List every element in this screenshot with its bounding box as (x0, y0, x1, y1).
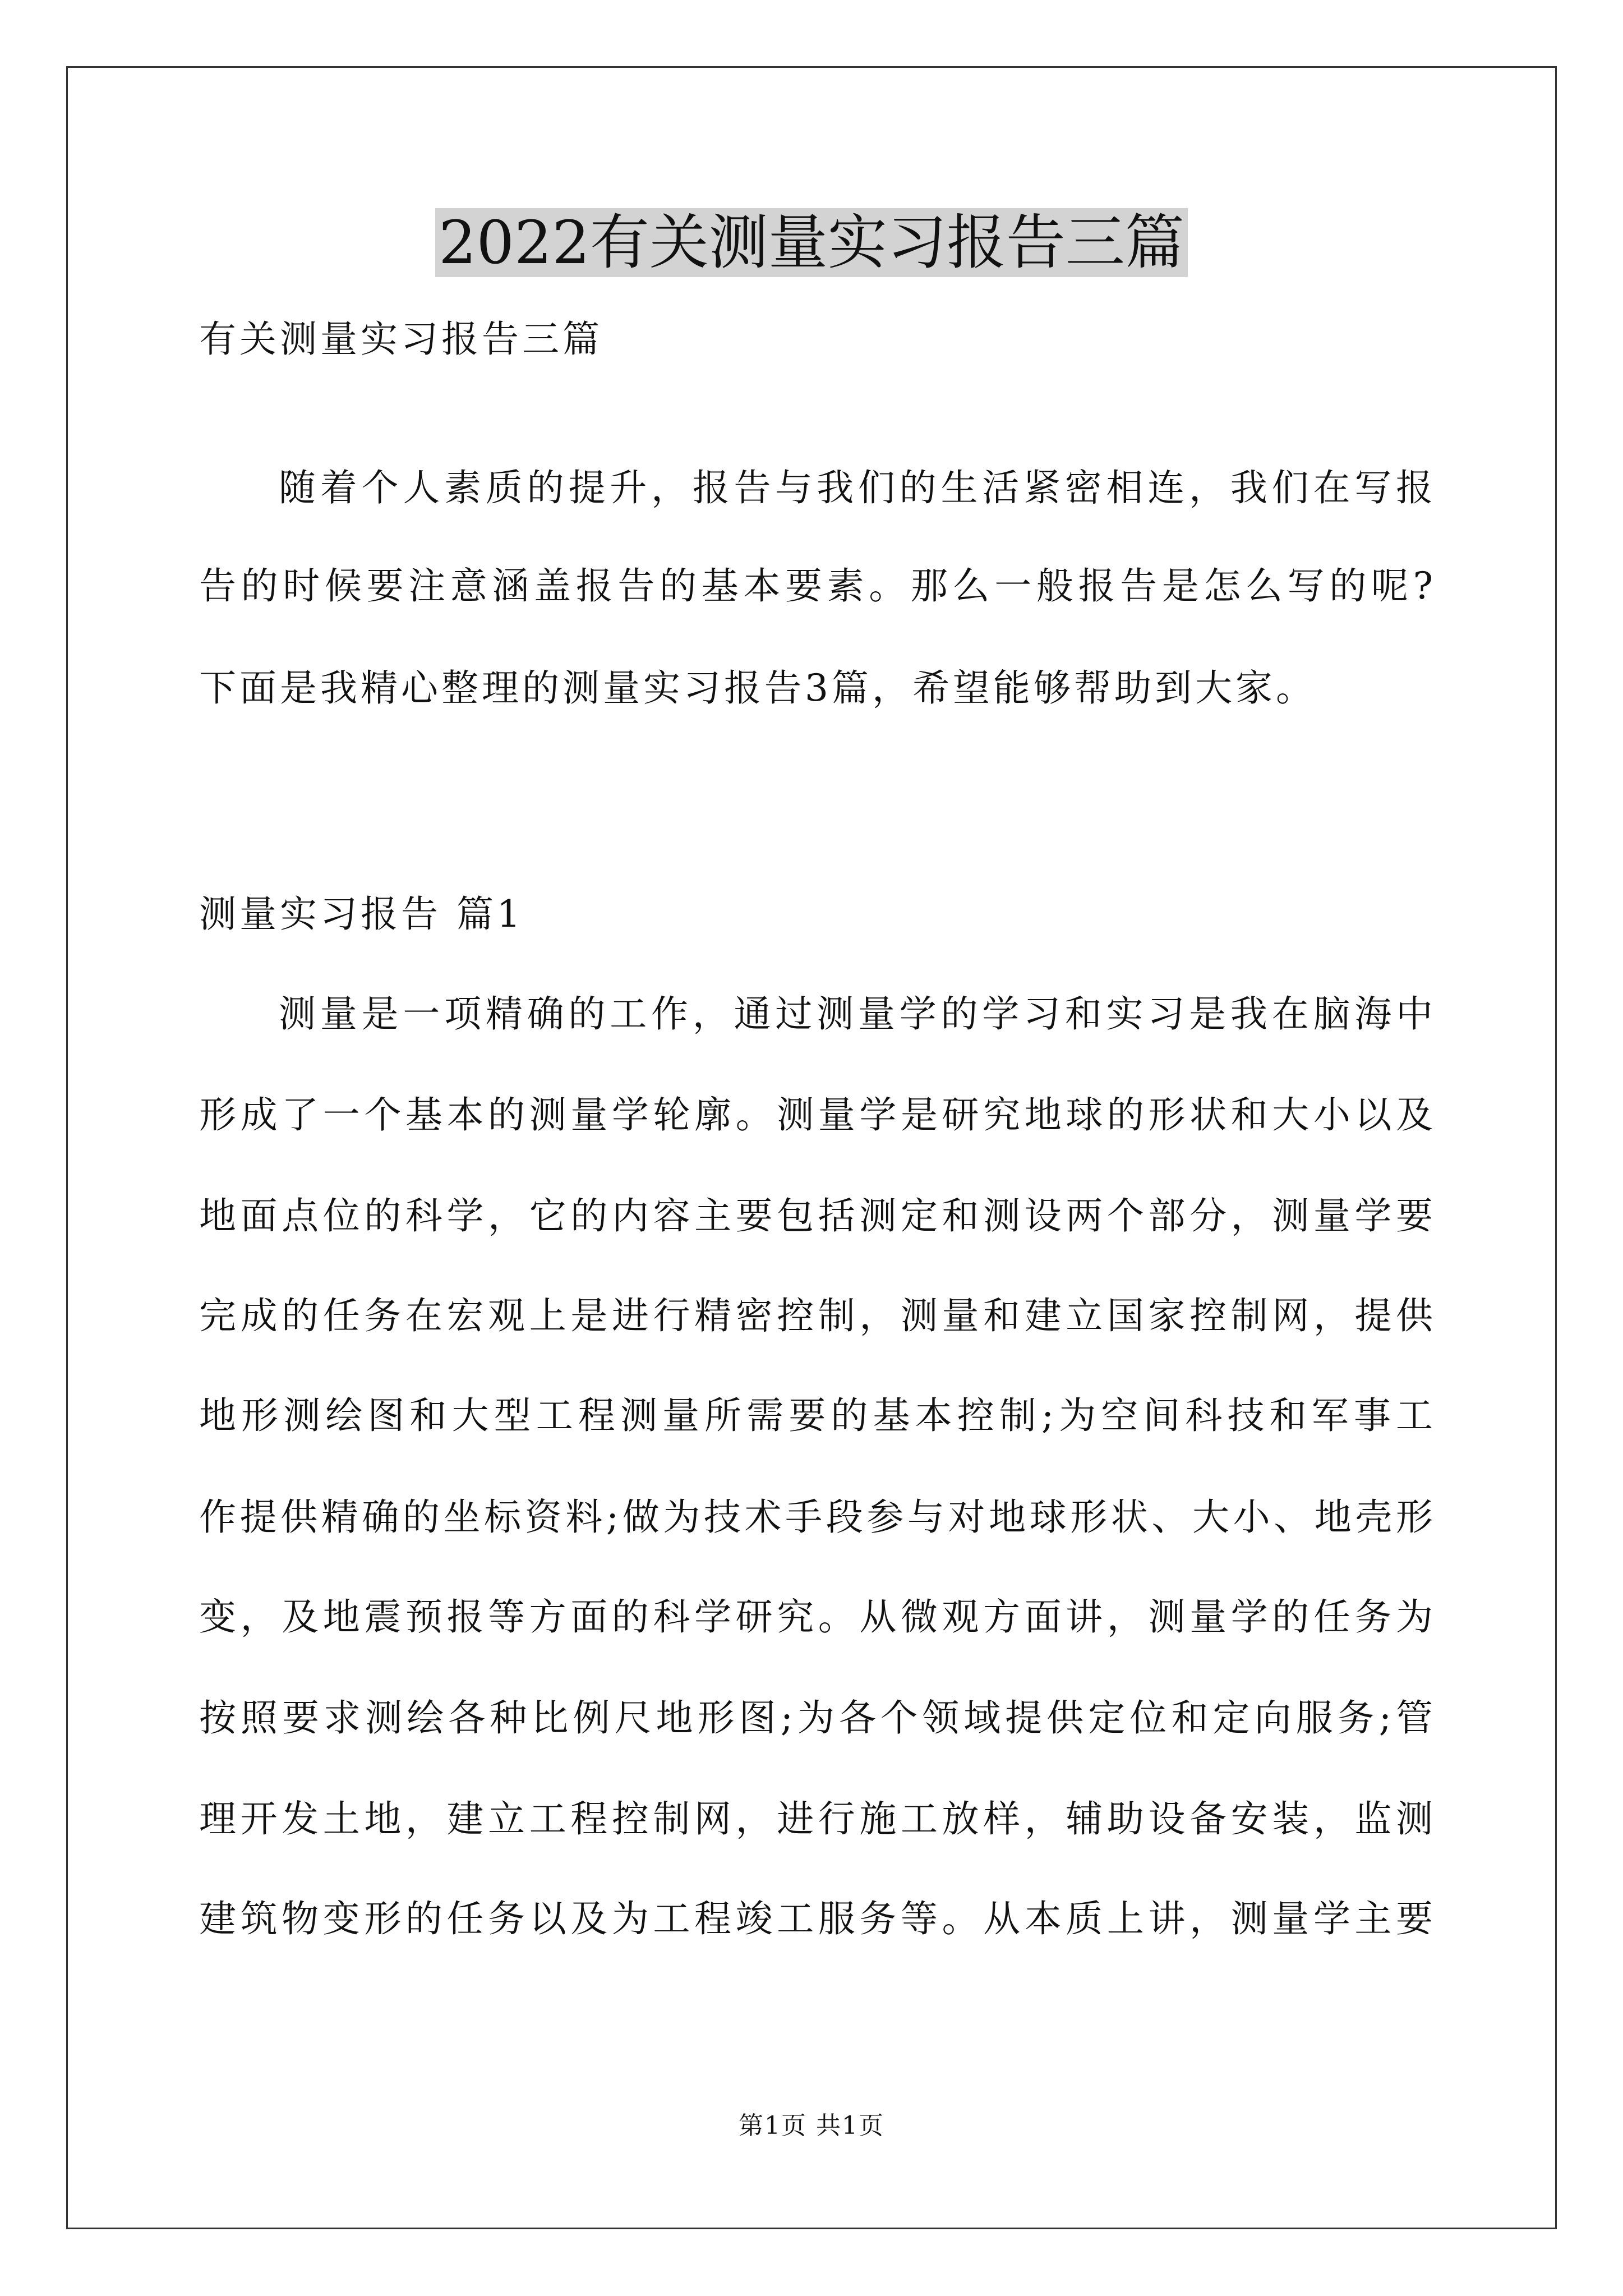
page-number-footer: 第1页 共1页 (739, 2111, 884, 2140)
section-line-6: 作提供精确的坐标资料;做为技术手段参与对地球形状、大小、地壳形 (199, 1496, 1433, 1539)
intro-line-3: 下面是我精心整理的测量实习报告3篇，希望能够帮助到大家。 (199, 666, 1316, 710)
document-title-text: 2022有关测量实习报告三篇 (435, 208, 1188, 277)
section-line-3: 地面点位的科学，它的内容主要包括测定和测设两个部分，测量学要 (199, 1194, 1433, 1237)
section-line-2: 形成了一个基本的测量学轮廓。测量学是研究地球的形状和大小以及 (199, 1093, 1433, 1137)
section-line-9: 理开发土地，建立工程控制网，进行施工放样，辅助设备安装，监测 (199, 1797, 1433, 1841)
section-line-7: 变，及地震预报等方面的科学研究。从微观方面讲，测量学的任务为 (199, 1595, 1433, 1639)
document-title (0, 201, 1623, 285)
section-line-8: 按照要求测绘各种比例尺地形图;为各个领域提供定位和定向服务;管 (199, 1696, 1433, 1740)
section-line-5: 地形测绘图和大型工程测量所需要的基本控制;为空间科技和军事工 (199, 1394, 1433, 1437)
section-line-10: 建筑物变形的任务以及为工程竣工服务等。从本质上讲，测量学主要 (199, 1897, 1433, 1940)
intro-line-1: 随着个人素质的提升，报告与我们的生活紧密相连，我们在写报 (279, 466, 1433, 509)
document-subtitle: 有关测量实习报告三篇 (199, 318, 603, 361)
section-line-4: 完成的任务在宏观上是进行精密控制，测量和建立国家控制网，提供 (199, 1294, 1433, 1337)
intro-line-2: 告的时候要注意涵盖报告的基本要素。那么一般报告是怎么写的呢? (199, 564, 1433, 608)
section-heading: 测量实习报告 篇1 (199, 892, 524, 936)
section-line-1: 测量是一项精确的工作，通过测量学的学习和实习是我在脑海中 (279, 992, 1433, 1036)
